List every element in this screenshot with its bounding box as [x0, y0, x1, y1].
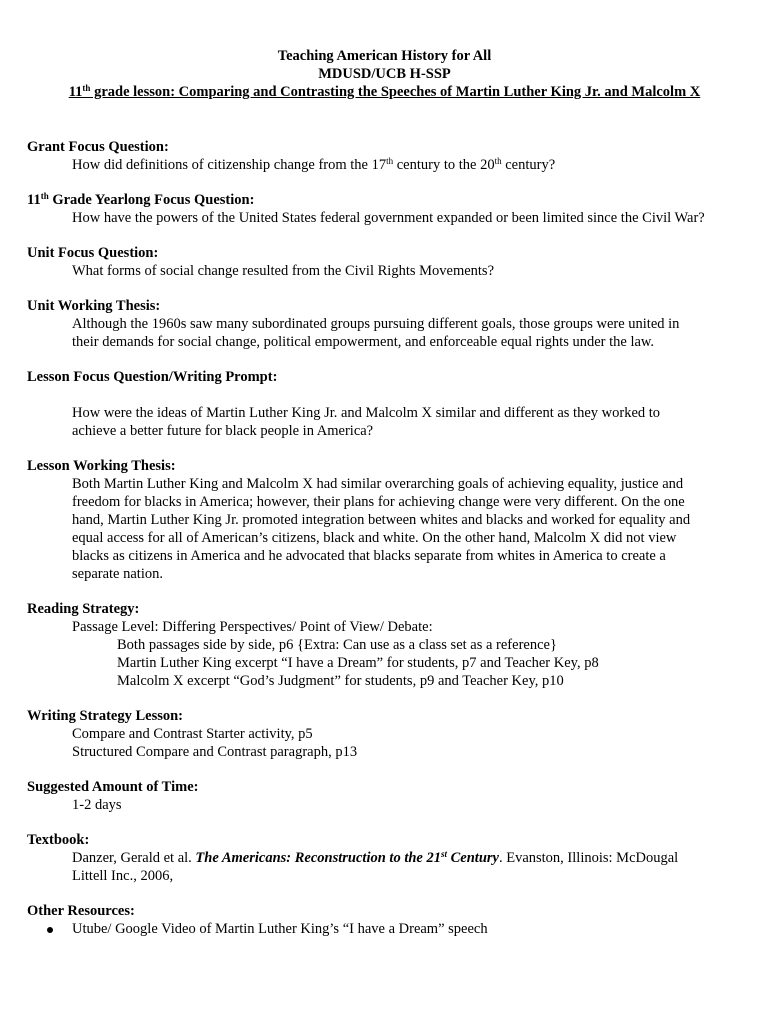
- reading-strategy-heading: Reading Strategy:: [27, 601, 140, 617]
- lesson-thesis-heading: Lesson Working Thesis:: [27, 458, 176, 474]
- lesson-focus-section: [27, 368, 742, 440]
- lesson-focus-line: How were the ideas of Martin Luther King Jr. and Malcolm X similar and different as they worked to: [72, 405, 661, 421]
- writing-strategy-heading: Writing Strategy Lesson:: [27, 708, 184, 724]
- lesson-title: 11th grade lesson: Comparing and Contrasting the Speeches of Martin Luther King Jr. and Malcolm X: [68, 83, 701, 100]
- bullet-icon: [47, 927, 53, 933]
- reading-item: Martin Luther King excerpt “I have a Dream” for students, p7 and Teacher Key, p8: [117, 655, 599, 671]
- reading-strategy-section: [27, 600, 742, 690]
- passage-level-text: Passage Level: Differing Perspectives/ Point of View/ Debate:: [72, 619, 433, 635]
- writing-item: Compare and Contrast Starter activity, p5: [72, 726, 313, 742]
- lesson-focus-heading: Lesson Focus Question/Writing Prompt:: [27, 369, 278, 385]
- lesson-thesis-line: equal access for all of American’s citizens, black and white. On the other hand, Malcolm X did not view: [72, 530, 677, 546]
- other-resources-section: [27, 902, 742, 938]
- program-name: MDUSD/UCB H-SSP: [318, 66, 451, 82]
- lesson-thesis-line: separate nation.: [72, 566, 163, 582]
- yearlong-focus-section: [27, 191, 742, 227]
- textbook-heading: Textbook:: [27, 832, 90, 848]
- unit-focus-section: [27, 244, 742, 280]
- reading-item: Malcolm X excerpt “God’s Judgment” for students, p9 and Teacher Key, p10: [117, 673, 564, 689]
- writing-item: Structured Compare and Contrast paragraph, p13: [72, 744, 358, 760]
- suggested-time-heading: Suggested Amount of Time:: [27, 779, 199, 795]
- unit-thesis-line: their demands for social change, political empowerment, and enforceable equal rights under the law.: [72, 334, 655, 350]
- lesson-thesis-section: [27, 457, 742, 583]
- textbook-title: The Americans: Reconstruction to the 21st Century: [195, 849, 499, 866]
- lesson-thesis-line: blacks as citizens in America and he advocated that blacks separate from whites in America to create a: [72, 548, 666, 564]
- lesson-thesis-line: hand, Martin Luther King Jr. promoted integration between whites and blacks and worked for equality and: [72, 512, 691, 528]
- unit-focus-heading: Unit Focus Question:: [27, 245, 159, 261]
- unit-thesis-line: Although the 1960s saw many subordinated groups pursuing different goals, those groups were united in: [72, 316, 680, 332]
- reading-item: Both passages side by side, p6 {Extra: Can use as a class set as a reference}: [117, 637, 557, 653]
- document-page: [27, 47, 742, 938]
- textbook-citation-line2: Littell Inc., 2006,: [72, 868, 174, 884]
- unit-thesis-section: [27, 297, 742, 351]
- textbook-section: [27, 831, 742, 885]
- other-resources-heading: Other Resources:: [27, 903, 135, 919]
- writing-strategy-section: [27, 707, 742, 761]
- lesson-thesis-line: freedom for blacks in America; however, their plans for achieving change were very different. On the one: [72, 494, 685, 510]
- yearlong-focus-text: How have the powers of the United States federal government expanded or been limited since the Civil War?: [72, 210, 705, 226]
- yearlong-focus-heading: 11th Grade Yearlong Focus Question:: [27, 191, 255, 208]
- grant-focus-text: How did definitions of citizenship change from the 17th century to the 20th century?: [72, 156, 556, 173]
- grant-focus-heading: Grant Focus Question:: [27, 139, 169, 155]
- grant-focus-section: [27, 138, 742, 174]
- suggested-time-section: [27, 778, 742, 814]
- lesson-focus-line: achieve a better future for black people in America?: [72, 423, 374, 439]
- unit-focus-text: What forms of social change resulted from the Civil Rights Movements?: [72, 263, 495, 279]
- document-title: Teaching American History for All: [277, 48, 492, 64]
- suggested-time-text: 1-2 days: [72, 797, 122, 813]
- resource-list-item: Utube/ Google Video of Martin Luther King’s “I have a Dream” speech: [27, 920, 742, 938]
- unit-thesis-heading: Unit Working Thesis:: [27, 298, 161, 314]
- textbook-citation: Danzer, Gerald et al. The Americans: Reconstruction to the 21st Century. Evanston, Illinois: McDougal: [72, 849, 679, 866]
- lesson-thesis-line: Both Martin Luther King and Malcolm X had similar overarching goals of achieving equality, justice and: [72, 476, 684, 492]
